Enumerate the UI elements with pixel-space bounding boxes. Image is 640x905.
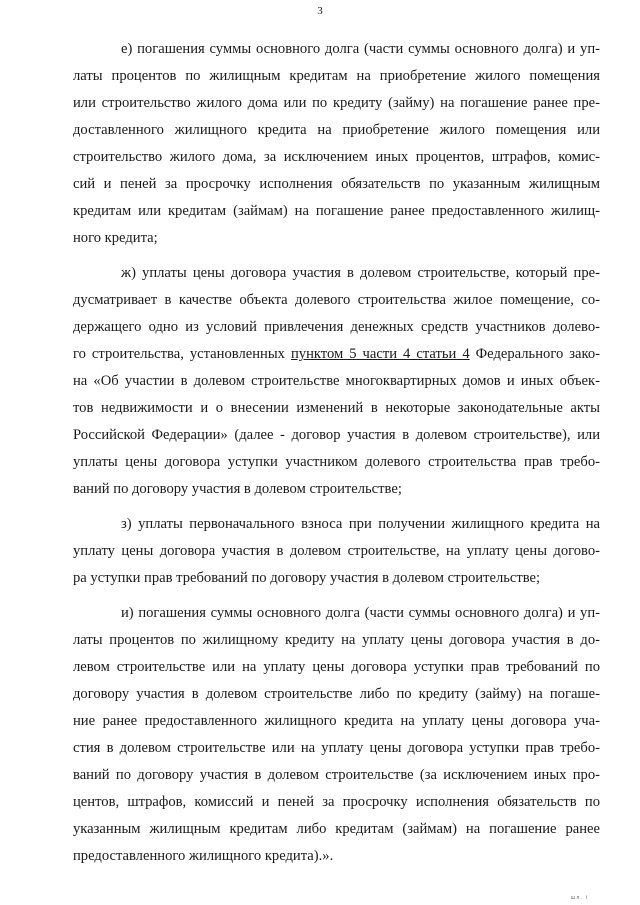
text-line <box>73 341 600 368</box>
document-body <box>73 36 600 870</box>
text-fragment: го строительства, установленных <box>73 346 291 362</box>
text-line: е) погашения суммы основного долга (части суммы основного долга) и уп- <box>121 41 600 57</box>
paragraph-z <box>73 511 600 592</box>
text-line: з) уплаты первоначального взноса при получении жилищного кредита на <box>121 516 600 532</box>
text-line: ра уступки прав требований по договору участия в долевом строительстве; <box>73 570 541 586</box>
text-line: или строительство жилого дома или по кредиту (займу) на погашение ранее пре- <box>73 95 600 111</box>
text-line: ние ранее предоставленного жилищного кредита на уплату цены договора уча- <box>73 713 600 729</box>
text-line: доставленного жилищного кредита на приобретение жилого помещения или <box>73 122 600 138</box>
text-line: строительство жилого дома, за исключением иных процентов, штрафов, комис- <box>73 149 600 165</box>
text-line: ваний по договору участия в долевом строительстве; <box>73 481 402 497</box>
text-line: Российской Федерации» (далее - договор участия в долевом строительстве), или <box>73 427 600 443</box>
paragraph-zh <box>73 260 600 503</box>
text-line: уплаты цены договора уступки участником долевого строительства прав требо- <box>73 454 600 470</box>
text-line: указанным жилищным кредитам либо кредитам (займам) на погашение ранее <box>73 821 600 837</box>
paragraph-e <box>73 36 600 252</box>
text-line: и) погашения суммы основного долга (части суммы основного долга) и уп- <box>121 605 600 621</box>
text-line: на «Об участии в долевом строительстве многоквартирных домов и иных объек- <box>73 373 600 389</box>
text-line: ного кредита; <box>73 230 158 246</box>
text-line: дусматривает в качестве объекта долевого строительства жилое помещение, со- <box>73 292 600 308</box>
text-line: уплату цены договора участия в долевом строительстве, на уплату цены догово- <box>73 543 600 559</box>
text-line: центов, штрафов, комиссий и пеней за просрочку исполнения обязательств по <box>73 794 600 810</box>
text-line: левом строительстве или на уплату цены договора уступки прав требований по <box>73 659 600 675</box>
text-fragment: Федерального зако- <box>469 346 600 362</box>
page-number: 3 <box>317 5 323 17</box>
text-line: кредитам или кредитам (займам) на погашение ранее предоставленного жилищ- <box>73 203 600 219</box>
text-line: тов недвижимости и о внесении изменений в некоторые законодательные акты <box>73 400 600 416</box>
text-line: договору участия в долевом строительстве либо по кредиту (займу) на погаше- <box>73 686 600 702</box>
text-line: предоставленного жилищного кредита).». <box>73 848 334 864</box>
text-line: латы процентов по жилищным кредитам на приобретение жилого помещения <box>73 68 600 84</box>
text-line: латы процентов по жилищному кредиту на уплату цены договора участия в до- <box>73 632 600 648</box>
paragraph-i <box>73 600 600 870</box>
text-line: ваний по договору участия в долевом строительстве (за исключением иных про- <box>73 767 600 783</box>
footer-scan-mark: шл. і <box>570 895 588 901</box>
text-line: держащего одно из условий привлечения денежных средств участников долево- <box>73 319 600 335</box>
text-line: стия в долевом строительстве или на уплату цены договора уступки прав требо- <box>73 740 600 756</box>
law-reference-link[interactable]: пунктом 5 части 4 статьи 4 <box>290 346 470 362</box>
text-line: сий и пеней за просрочку исполнения обязательств по указанным жилищным <box>73 176 600 192</box>
text-line: ж) уплаты цены договора участия в долевом строительстве, который пре- <box>121 265 600 281</box>
